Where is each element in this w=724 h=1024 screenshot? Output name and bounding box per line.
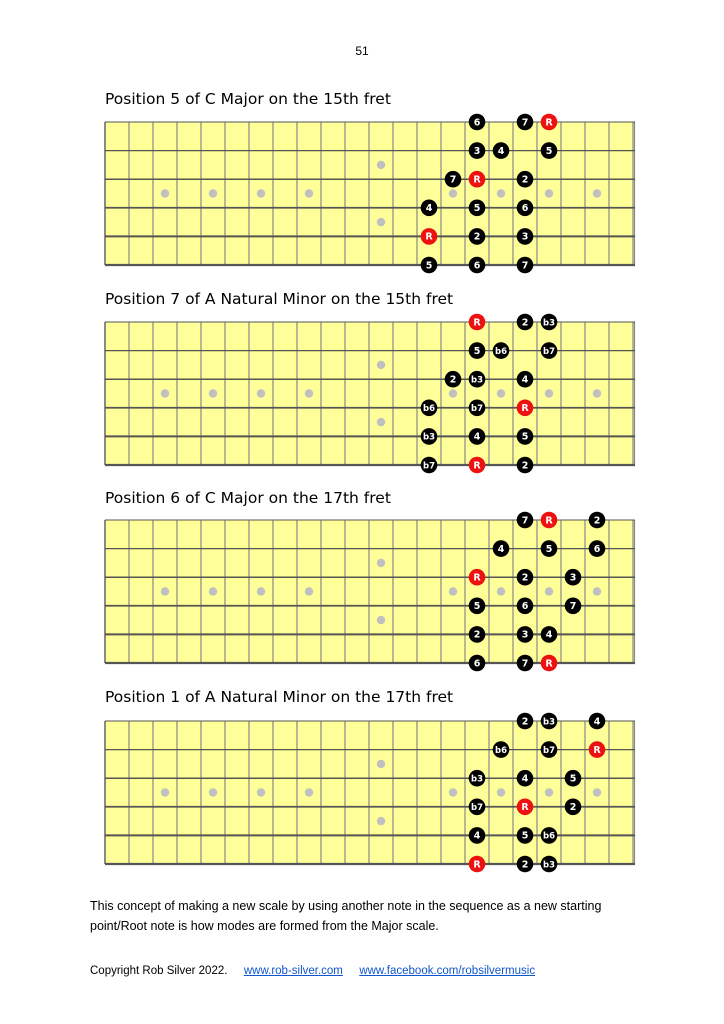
note-marker — [421, 257, 438, 274]
note-label: 4 — [545, 629, 553, 641]
note-label: R — [593, 744, 601, 756]
diagram-title: Position 5 of C Major on the 15th fret — [105, 90, 391, 108]
inlay-dot — [377, 559, 385, 567]
note-label: 5 — [521, 830, 529, 842]
note-label: 6 — [473, 260, 481, 272]
note-label: 4 — [473, 431, 481, 443]
note-label: b3 — [423, 432, 435, 443]
note-label: b7 — [543, 745, 555, 756]
note-label: 2 — [473, 231, 481, 243]
root-note-marker — [541, 655, 558, 672]
inlay-dot — [377, 760, 385, 768]
root-note-marker — [517, 799, 534, 816]
note-marker — [421, 428, 438, 445]
note-label: R — [473, 572, 481, 584]
note-marker — [445, 371, 462, 388]
inlay-dot — [161, 189, 169, 197]
inlay-dot — [257, 389, 265, 397]
inlay-dot — [377, 817, 385, 825]
inlay-dot — [593, 788, 601, 796]
root-note-marker — [469, 569, 486, 586]
fretboard-diagram — [105, 117, 635, 272]
inlay-dot — [305, 587, 313, 595]
inlay-dot — [449, 389, 457, 397]
note-label: 2 — [473, 629, 481, 641]
note-marker — [517, 114, 534, 131]
diagram-title: Position 6 of C Major on the 17th fret — [105, 489, 391, 507]
note-label: 4 — [425, 203, 433, 215]
fretboard-diagram — [105, 317, 635, 472]
caption: This concept of making a new scale by using another note in the sequence as a new starting point/Root note is how modes are formed from the Major scale. — [90, 899, 602, 933]
inlay-dot — [161, 389, 169, 397]
note-label: b3 — [543, 717, 555, 728]
note-marker — [493, 741, 510, 758]
note-label: 2 — [593, 515, 601, 527]
note-label: b7 — [543, 346, 555, 357]
inlay-dot — [161, 788, 169, 796]
note-marker — [541, 540, 558, 557]
note-marker — [469, 257, 486, 274]
note-label: 4 — [497, 145, 505, 157]
inlay-dot — [497, 389, 505, 397]
copyright-text: Copyright Rob Silver 2022. — [90, 965, 228, 977]
note-label: 5 — [545, 145, 553, 157]
note-marker — [493, 342, 510, 359]
note-label: 4 — [521, 773, 529, 785]
note-marker — [565, 770, 582, 787]
note-label: 5 — [569, 773, 577, 785]
fretboard-background — [105, 122, 635, 265]
inlay-dot — [257, 788, 265, 796]
inlay-dot — [305, 788, 313, 796]
note-label: b6 — [495, 346, 507, 357]
note-label: b6 — [423, 404, 435, 415]
note-label: 2 — [521, 572, 529, 584]
inlay-dot — [377, 161, 385, 169]
note-marker — [589, 540, 606, 557]
note-label: 6 — [473, 658, 481, 670]
note-label: 2 — [521, 716, 529, 728]
note-marker — [517, 770, 534, 787]
note-marker — [469, 200, 486, 217]
inlay-dot — [497, 587, 505, 595]
note-marker — [469, 428, 486, 445]
fretboard-svg — [105, 716, 635, 871]
note-label: b6 — [495, 745, 507, 756]
note-marker — [469, 626, 486, 643]
inlay-dot — [377, 616, 385, 624]
root-note-marker — [469, 457, 486, 474]
inlay-dot — [377, 218, 385, 226]
note-label: 2 — [521, 460, 529, 472]
note-marker — [517, 171, 534, 188]
root-note-marker — [469, 314, 486, 331]
note-marker — [517, 626, 534, 643]
fretboard-svg — [105, 317, 635, 472]
note-label: 2 — [521, 174, 529, 186]
website-link[interactable]: www.rob-silver.com — [243, 965, 343, 977]
inlay-dot — [497, 788, 505, 796]
note-marker — [421, 457, 438, 474]
inlay-dot — [593, 189, 601, 197]
note-marker — [517, 598, 534, 615]
note-label: 3 — [473, 145, 481, 157]
note-marker — [517, 228, 534, 245]
note-label: 7 — [521, 260, 529, 272]
page-number: 51 — [355, 44, 369, 58]
note-label: b7 — [423, 461, 435, 472]
note-marker — [469, 827, 486, 844]
root-note-marker — [589, 741, 606, 758]
note-marker — [517, 655, 534, 672]
note-marker — [517, 314, 534, 331]
note-label: 4 — [521, 374, 529, 386]
root-note-marker — [517, 400, 534, 417]
note-marker — [469, 770, 486, 787]
note-label: 5 — [545, 543, 553, 555]
root-note-marker — [469, 171, 486, 188]
inlay-dot — [209, 189, 217, 197]
root-note-marker — [469, 856, 486, 873]
note-label: 6 — [473, 117, 481, 129]
inlay-dot — [545, 788, 553, 796]
note-label: 5 — [473, 345, 481, 357]
diagram-title: Position 7 of A Natural Minor on the 15th fret — [105, 290, 454, 308]
note-label: R — [521, 403, 529, 415]
note-label: 5 — [425, 260, 433, 272]
note-marker — [469, 400, 486, 417]
fretboard-background — [105, 322, 635, 465]
inlay-dot — [593, 389, 601, 397]
note-marker — [517, 569, 534, 586]
fretboard-svg — [105, 515, 635, 670]
inlay-dot — [449, 788, 457, 796]
note-label: R — [473, 317, 481, 329]
note-label: R — [425, 231, 433, 243]
note-label: 5 — [521, 431, 529, 443]
note-marker — [541, 314, 558, 331]
diagram-title: Position 1 of A Natural Minor on the 17th fret — [105, 688, 454, 706]
note-label: 7 — [521, 117, 529, 129]
note-label: R — [545, 658, 553, 670]
note-label: b3 — [471, 774, 483, 785]
note-label: 7 — [569, 601, 577, 613]
note-label: 4 — [497, 543, 505, 555]
note-marker — [469, 142, 486, 159]
inlay-dot — [545, 587, 553, 595]
note-marker — [589, 713, 606, 730]
note-marker — [517, 257, 534, 274]
note-marker — [517, 512, 534, 529]
fretboard-background — [105, 721, 635, 864]
note-marker — [469, 342, 486, 359]
inlay-dot — [305, 189, 313, 197]
note-marker — [469, 228, 486, 245]
inlay-dot — [209, 788, 217, 796]
note-marker — [541, 142, 558, 159]
note-marker — [517, 371, 534, 388]
note-marker — [541, 827, 558, 844]
note-marker — [589, 512, 606, 529]
inlay-dot — [257, 587, 265, 595]
note-marker — [421, 400, 438, 417]
root-note-marker — [541, 114, 558, 131]
note-marker — [421, 200, 438, 217]
note-marker — [517, 428, 534, 445]
note-label: 2 — [521, 859, 529, 871]
inlay-dot — [257, 189, 265, 197]
note-label: R — [473, 174, 481, 186]
note-label: 4 — [593, 716, 601, 728]
note-marker — [565, 598, 582, 615]
note-label: 7 — [449, 174, 457, 186]
inlay-dot — [161, 587, 169, 595]
note-label: b7 — [471, 803, 483, 814]
note-marker — [493, 540, 510, 557]
inlay-dot — [449, 189, 457, 197]
note-marker — [541, 856, 558, 873]
note-marker — [541, 626, 558, 643]
fretboard-svg — [105, 117, 635, 272]
note-marker — [469, 371, 486, 388]
note-label: 4 — [473, 830, 481, 842]
inlay-dot — [593, 587, 601, 595]
inlay-dot — [209, 389, 217, 397]
note-label: 5 — [473, 203, 481, 215]
footer — [90, 965, 535, 977]
note-marker — [517, 856, 534, 873]
note-marker — [565, 569, 582, 586]
note-marker — [469, 114, 486, 131]
note-marker — [517, 713, 534, 730]
facebook-link[interactable]: www.facebook.com/robsilvermusic — [359, 965, 536, 977]
note-label: R — [521, 802, 529, 814]
inlay-dot — [377, 361, 385, 369]
inlay-dot — [497, 189, 505, 197]
note-marker — [469, 655, 486, 672]
note-label: 2 — [569, 802, 577, 814]
note-marker — [517, 200, 534, 217]
inlay-dot — [449, 587, 457, 595]
note-label: 7 — [521, 515, 529, 527]
note-label: 6 — [593, 543, 601, 555]
note-label: R — [545, 117, 553, 129]
note-label: b6 — [543, 831, 555, 842]
note-label: R — [473, 859, 481, 871]
note-marker — [517, 827, 534, 844]
root-note-marker — [541, 512, 558, 529]
note-label: 6 — [521, 601, 529, 613]
note-marker — [445, 171, 462, 188]
note-label: R — [545, 515, 553, 527]
note-label: R — [473, 460, 481, 472]
note-marker — [469, 598, 486, 615]
note-label: 3 — [521, 629, 529, 641]
note-label: 2 — [449, 374, 457, 386]
note-marker — [541, 741, 558, 758]
fretboard-background — [105, 520, 635, 663]
note-label: 7 — [521, 658, 529, 670]
note-label: b3 — [543, 860, 555, 871]
note-label: 3 — [521, 231, 529, 243]
note-marker — [517, 457, 534, 474]
note-label: 6 — [521, 203, 529, 215]
inlay-dot — [377, 418, 385, 426]
note-label: 2 — [521, 317, 529, 329]
inlay-dot — [545, 389, 553, 397]
fretboard-diagram — [105, 515, 635, 670]
note-label: b3 — [471, 375, 483, 386]
root-note-marker — [421, 228, 438, 245]
note-marker — [541, 342, 558, 359]
note-marker — [493, 142, 510, 159]
note-label: 3 — [569, 572, 577, 584]
note-label: b3 — [543, 318, 555, 329]
note-marker — [565, 799, 582, 816]
fretboard-diagram — [105, 716, 635, 871]
note-label: b7 — [471, 404, 483, 415]
note-marker — [541, 713, 558, 730]
inlay-dot — [305, 389, 313, 397]
note-label: 5 — [473, 601, 481, 613]
inlay-dot — [209, 587, 217, 595]
inlay-dot — [545, 189, 553, 197]
note-marker — [469, 799, 486, 816]
